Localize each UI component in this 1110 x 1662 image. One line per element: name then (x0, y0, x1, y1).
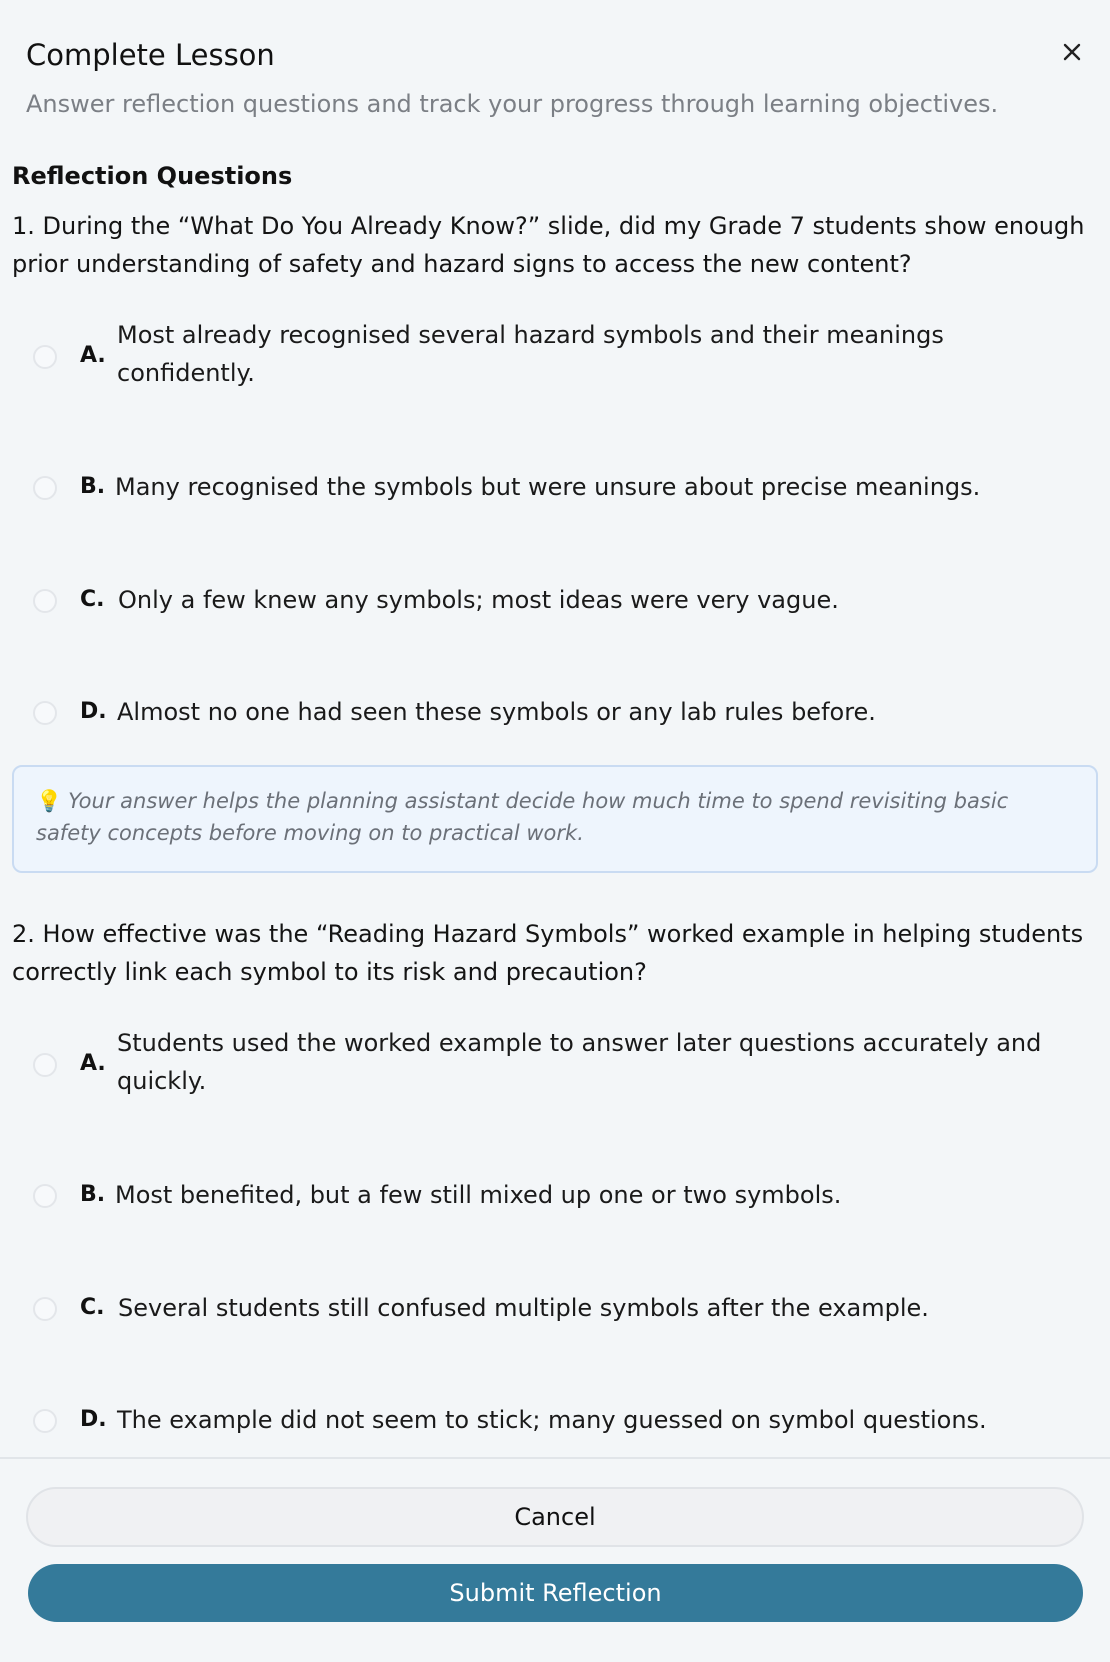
radio-button[interactable] (33, 1184, 57, 1208)
radio-button[interactable] (33, 1053, 57, 1077)
radio-button[interactable] (33, 589, 57, 613)
dialog-header (0, 0, 1110, 150)
question-1-option-a[interactable] (12, 310, 1092, 400)
option-text: The example did not seem to stick; many guessed on symbol questions. (117, 1406, 987, 1434)
radio-button[interactable] (33, 1409, 57, 1433)
option-letter: D. (80, 1407, 107, 1432)
radio-button[interactable] (33, 476, 57, 500)
cancel-button[interactable]: Cancel (26, 1487, 1084, 1547)
question-1-option-d[interactable] (12, 665, 1092, 755)
option-text: Most benefited, but a few still mixed up one or two symbols. (115, 1181, 842, 1209)
radio-button[interactable] (33, 345, 57, 369)
option-letter: C. (80, 587, 105, 612)
option-letter: A. (80, 343, 106, 368)
submit-reflection-button[interactable]: Submit Reflection (28, 1564, 1083, 1622)
question-2-option-b[interactable] (12, 1148, 1092, 1238)
option-text: Many recognised the symbols but were unsure about precise meanings. (115, 473, 981, 501)
question-1-option-c[interactable] (12, 553, 1092, 643)
option-text: Only a few knew any symbols; most ideas were very vague. (118, 586, 839, 614)
question-2-option-d[interactable] (12, 1373, 1092, 1463)
dialog-footer (0, 1457, 1110, 1662)
close-button[interactable] (1056, 36, 1088, 68)
dialog-title: Complete Lesson (26, 38, 275, 72)
reflection-scroll-area[interactable] (0, 150, 1110, 1434)
option-text: Students used the worked example to answer later questions accurately and quickly. (117, 1029, 1042, 1095)
option-text: Most already recognised several hazard symbols and their meanings confidently. (117, 321, 944, 387)
option-letter: A. (80, 1051, 106, 1076)
option-text: Almost no one had seen these symbols or any lab rules before. (117, 698, 876, 726)
question-2-text: 2. How effective was the “Reading Hazard Symbols” worked example in helping students correctly link each symbol to its risk and precaution? (12, 920, 1084, 986)
question-1-hint (12, 765, 1098, 873)
question-1-option-b[interactable] (12, 440, 1092, 530)
close-icon (1056, 36, 1088, 68)
option-letter: D. (80, 699, 107, 724)
dialog-subtitle: Answer reflection questions and track your progress through learning objectives. (26, 90, 999, 118)
option-text: Several students still confused multiple symbols after the example. (118, 1294, 929, 1322)
option-letter: C. (80, 1295, 105, 1320)
radio-button[interactable] (33, 701, 57, 725)
hint-text: Your answer helps the planning assistant decide how much time to spend revisiting basic safety concepts before moving on to practical work. (36, 789, 1009, 845)
option-letter: B. (80, 474, 106, 499)
section-title: Reflection Questions (12, 162, 293, 190)
option-letter: B. (80, 1182, 106, 1207)
lightbulb-icon: 💡 (36, 789, 63, 813)
radio-button[interactable] (33, 1297, 57, 1321)
question-2-option-c[interactable] (12, 1261, 1092, 1351)
question-2-option-a[interactable] (12, 1018, 1092, 1108)
question-1-text: 1. During the “What Do You Already Know?” slide, did my Grade 7 students show enough prior understanding of safety and hazard signs to access the new content? (12, 212, 1085, 278)
